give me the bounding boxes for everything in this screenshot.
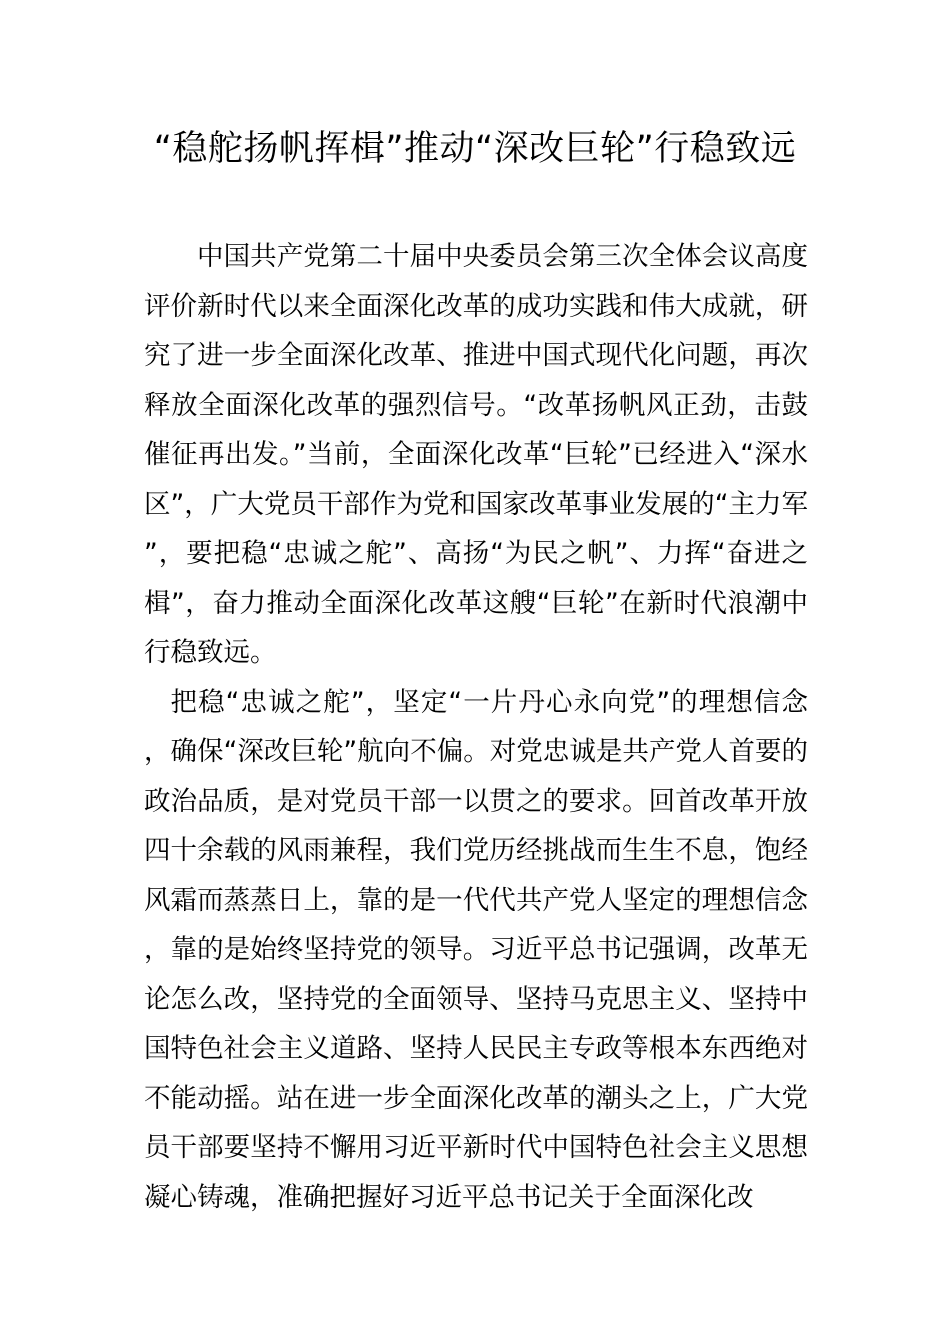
paragraph-loyalty-rudder: 把稳“忠诚之舵”，坚定“一片丹心永向党”的理想信念，确保“深改巨轮”航向不偏。对党忠诚是共产党人首要的政治品质，是对党员干部一以贯之的要求。回首改革开放四十余载的风雨兼程，我们党历经挑战而生生不息，饱经风霜而蒸蒸日上，靠的是一代代共产党人坚定的理想信念，靠的是始终坚持党的领导。习近平总书记强调，改革无论怎么改，坚持党的全面领导、坚持马克思主义、坚持中国特色社会主义道路、坚持人民民主专政等根本东西绝对不能动摇。站在进一步全面深化改革的潮头之上，广大党员干部要坚持不懈用习近平新时代中国特色社会主义思想凝心铸魂，准确把握好习近平总书记关于全面深化改: [144, 686, 808, 1213]
paragraph-intro: 中国共产党第二十届中央委员会第三次全体会议高度评价新时代以来全面深化改革的成功实践和伟大成就，研究了进一步全面深化改革、推进中国式现代化问题，再次释放全面深化改革的强烈信号。“改革扬帆风正劲，击鼓催征再出发。”当前，全面深化改革“巨轮”已经进入“深水区”，广大党员干部作为党和国家改革事业发展的“主力军”，要把稳“忠诚之舵”、高扬“为民之帆”、力挥“奋进之楫”，奋力推动全面深化改革这艘“巨轮”在新时代浪潮中行稳致远。: [144, 241, 808, 668]
document-body: [144, 232, 808, 1222]
document-title: “稳舵扬帆挥楫”推动“深改巨轮”行稳致远: [153, 129, 797, 169]
